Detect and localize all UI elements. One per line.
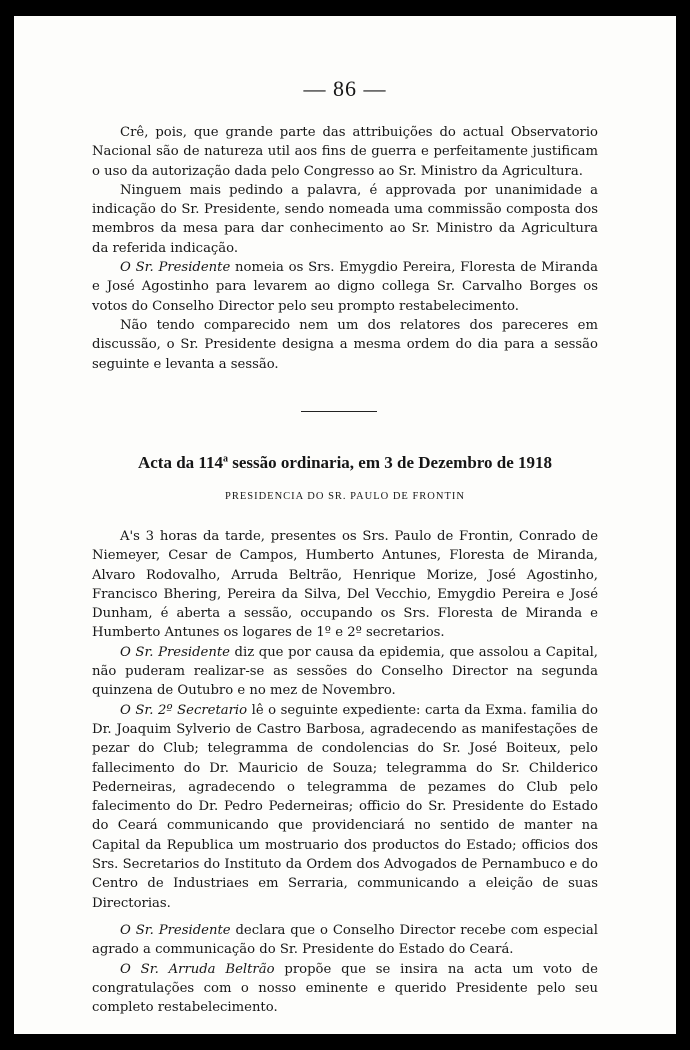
paragraph xyxy=(92,921,598,960)
previous-session-text xyxy=(92,123,598,374)
speaker-name: O Sr. Presidente xyxy=(120,260,231,276)
paragraph xyxy=(92,960,598,1018)
paragraph: Crê, pois, que grande parte das attribuições do actual Observatorio Nacional são de natureza util aos fins de guerra e perfeitamente justificam o uso da autorização dada pelo Congresso ao Sr. Ministro da Agricultura. xyxy=(92,125,598,179)
speaker-name: O Sr. Arruda Beltrão xyxy=(120,961,275,977)
paragraph: Ninguem mais pedindo a palavra, é approvada por unanimidade a indicação do Sr. Presidente, sendo nomeada uma commissão composta dos membros da mesa para dar conhecimento ao Sr. Ministro da Agricultura da referida indicação. xyxy=(92,182,598,256)
section-subtitle: PRESIDENCIA DO SR. PAULO DE FRONTIN xyxy=(225,491,465,502)
session-minutes-text xyxy=(92,527,598,1017)
paragraph xyxy=(92,643,598,701)
paragraph: Não tendo comparecido nem um dos relatores dos pareceres em discussão, o Sr. Presidente designa a mesma ordem do dia para a sessão seguinte e levanta a sessão. xyxy=(92,317,598,372)
speaker-name: O Sr. Presidente xyxy=(120,922,231,938)
title-superscript: a xyxy=(222,453,228,465)
paragraph xyxy=(92,701,598,913)
paragraph-text: nomeia os Srs. Emygdio Pereira, Floresta de Miranda e José Agostinho para levarem ao digno collega Sr. Carvalho Borges os votos do Conselho Director pelo seu prompto restabelecimento. xyxy=(92,260,598,314)
page-number: — 86 — xyxy=(303,76,387,101)
title-text-rest: sessão ordinaria, em 3 de Dezembro de 1918 xyxy=(227,453,553,472)
paragraph: A's 3 horas da tarde, presentes os Srs. Paulo de Frontin, Conrado de Niemeyer, Cesar de Campos, Humberto Antunes, Floresta de Miranda, Alvaro Rodovalho, Arruda Beltrão, Henrique Morize, José Agostinho, Francisco Bhering, Pereira da Silva, Del Vecchio, Emygdio Pereira e José Dunham, é aberta a sessão, occupando os Srs. Floresta de Miranda e Humberto Antunes os logares de 1º e 2º secretarios. xyxy=(92,529,598,641)
paragraph xyxy=(92,258,598,316)
section-title xyxy=(14,453,676,473)
section-divider xyxy=(301,411,377,412)
paragraph-text: lê o seguinte expediente: carta da Exma. familia do Dr. Joaquim Sylverio de Castro Barbosa, agradecendo as manifestações de pezar do Club; telegramma de condolencias do Sr. José Boiteux, pelo fallecimento do Dr. Mauricio de Souza; telegramma do Sr. Childerico Pederneiras, agradecendo o telegramma de pezames do Club pelo falecimento do Dr. Pedro Pederneiras; officio do Sr. Presidente do Estado do Ceará communicando que providenciará no sentido de manter na Capital da Republica um mostruario dos productos do Estado; officios dos Srs. Secretarios do Instituto da Ordem dos Advogados de Pernambuco e do Centro de Industriaes em Serraria, communicando a eleição de suas Directorias. xyxy=(92,702,598,911)
speaker-name: O Sr. Presidente xyxy=(120,644,230,660)
title-text: Acta da 114 xyxy=(137,453,223,472)
document-page xyxy=(14,16,676,1034)
paragraph-text: propõe que se insira na acta um voto de congratulações com o nosso eminente e querido Presidente pelo seu completo restabelecimento. xyxy=(92,961,598,1016)
paragraph-text: declara que o Conselho Director recebe com especial agrado a communicação do Sr. Presidente do Estado do Ceará. xyxy=(92,922,598,958)
speaker-name: O Sr. 2º Secretario xyxy=(120,702,248,718)
paragraph-text: diz que por causa da epidemia, que assolou a Capital, não puderam realizar-se as sessões do Conselho Director na segunda quinzena de Outubro e no mez de Novembro. xyxy=(92,644,598,699)
